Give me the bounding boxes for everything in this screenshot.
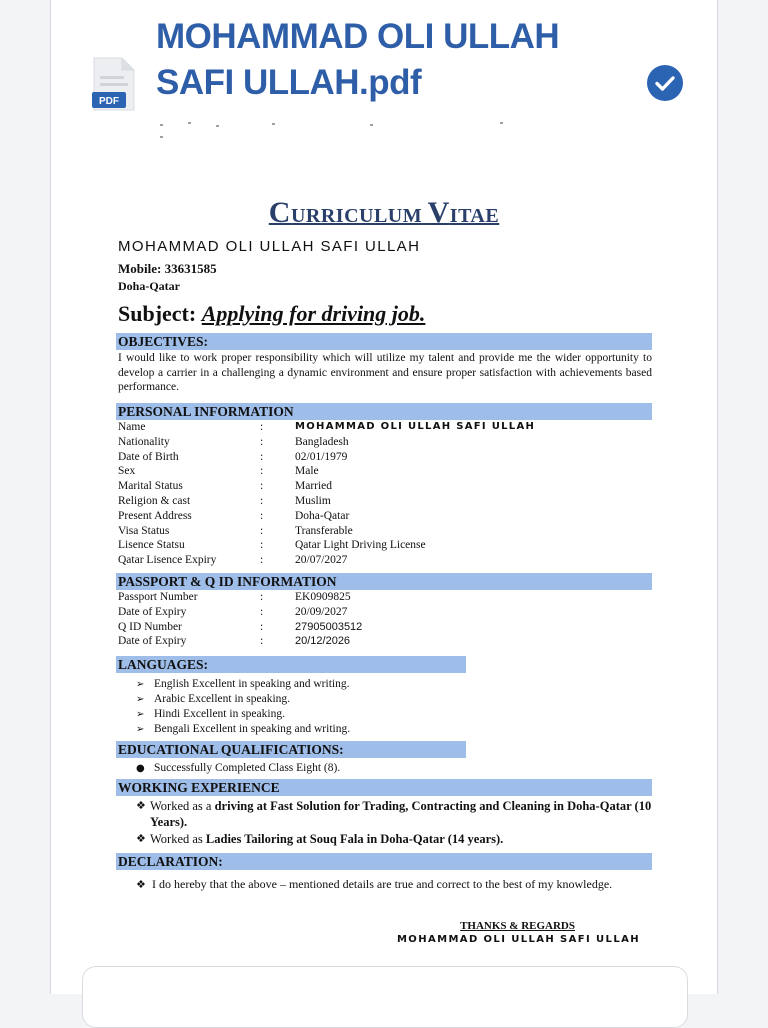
arrow-bullet-icon: ➢ (136, 724, 145, 735)
file-title-line2: SAFI ULLAH.pdf (156, 63, 422, 102)
section-heading-declaration: DECLARATION: (116, 853, 652, 870)
list-item: ❖ I do hereby that the above – mentioned details are true and correct to the best of my knowledge. (136, 877, 613, 891)
objectives-text: I would like to work proper responsibility which will utilize my talent and provide me the wider opportunity to develop a carrier in a challenging a dynamic environment and ensure proper satisfaction with achievements based performance. (118, 352, 652, 393)
personal-info-list (118, 420, 618, 568)
file-title-line1: MOHAMMAD OLI ULLAH (156, 17, 560, 56)
diamond-bullet-icon: ❖ (136, 799, 146, 812)
pdf-icon-label: PDF (99, 96, 119, 107)
info-row: Nationality : Bangladesh (118, 435, 349, 448)
list-item: ● Successfully Completed Class Eight (8). (136, 762, 341, 774)
check-circle-icon (646, 64, 684, 102)
faint-text-line (160, 122, 600, 140)
signature-name: MOHAMMAD OLI ULLAH SAFI ULLAH (396, 934, 640, 945)
passport-info-list (118, 590, 618, 649)
bullet-icon: ● (136, 763, 145, 774)
info-row: Q ID Number : 27905003512 (118, 620, 363, 633)
info-row: Date of Expiry : 20/09/2027 (118, 605, 348, 618)
section-heading-objectives: OBJECTIVES: (116, 333, 652, 350)
next-message-card[interactable] (82, 966, 688, 1028)
arrow-bullet-icon: ➢ (136, 694, 145, 705)
diamond-bullet-icon: ❖ (136, 832, 146, 845)
work-experience-list (136, 798, 652, 848)
list-item: ➢ English Excellent in speaking and writing. (136, 678, 350, 690)
info-row: Religion & cast : Muslim (118, 494, 331, 507)
list-item: ➢ Arabic Excellent in speaking. (136, 693, 291, 705)
file-title[interactable] (156, 14, 636, 106)
section-heading-work: WORKING EXPERIENCE (116, 779, 652, 796)
section-heading-passport: PASSPORT & Q ID INFORMATION (116, 573, 652, 590)
info-row: Present Address : Doha-Qatar (118, 509, 350, 522)
info-row: Lisence Statsu : Qatar Light Driving License (118, 539, 426, 552)
info-row: Qatar Lisence Expiry : 20/07/2027 (118, 554, 348, 567)
section-heading-languages: LANGUAGES: (116, 656, 466, 673)
section-heading-education: EDUCATIONAL QUALIFICATIONS: (116, 741, 466, 758)
info-row: Marital Status : Married (118, 480, 333, 493)
section-heading-personal: PERSONAL INFORMATION (116, 403, 652, 420)
pdf-file-icon[interactable] (92, 56, 136, 112)
thanks-regards: THANKS & REGARDS (460, 920, 575, 932)
languages-list (136, 677, 350, 737)
list-item: ➢ Bengali Excellent in speaking and writing. (136, 723, 351, 735)
arrow-bullet-icon: ➢ (136, 679, 145, 690)
cv-title: CURRICULUM VITAE (268, 196, 500, 229)
candidate-name: MOHAMMAD OLI ULLAH SAFI ULLAH (118, 238, 421, 255)
subject-line: Subject: Applying for driving job. (118, 301, 426, 326)
info-row: Sex : Male (118, 465, 319, 478)
education-list (136, 761, 340, 776)
list-item: ❖ Worked as Ladies Tailoring at Souq Fala in Doha-Qatar (14 years). (136, 832, 504, 846)
mobile-number: Mobile: 33631585 (118, 261, 217, 276)
info-row: Visa Status : Transferable (118, 524, 353, 537)
info-row: Passport Number : EK0909825 (118, 591, 351, 603)
list-item: ❖ Worked as a driving at Fast Solution for Trading, Contracting and Cleaning in Doha-Qatar (10 Years). (136, 799, 652, 829)
info-row: Name : MOHAMMAD OLI ULLAH SAFI ULLAH (118, 421, 536, 433)
arrow-bullet-icon: ➢ (136, 709, 145, 720)
diamond-bullet-icon: ❖ (136, 878, 146, 891)
info-row: Date of Birth : 02/01/1979 (118, 450, 348, 463)
location: Doha-Qatar (118, 279, 180, 293)
info-row: Date of Expiry : 20/12/2026 (118, 635, 351, 648)
list-item: ➢ Hindi Excellent in speaking. (136, 708, 285, 720)
declaration-list (136, 877, 652, 892)
